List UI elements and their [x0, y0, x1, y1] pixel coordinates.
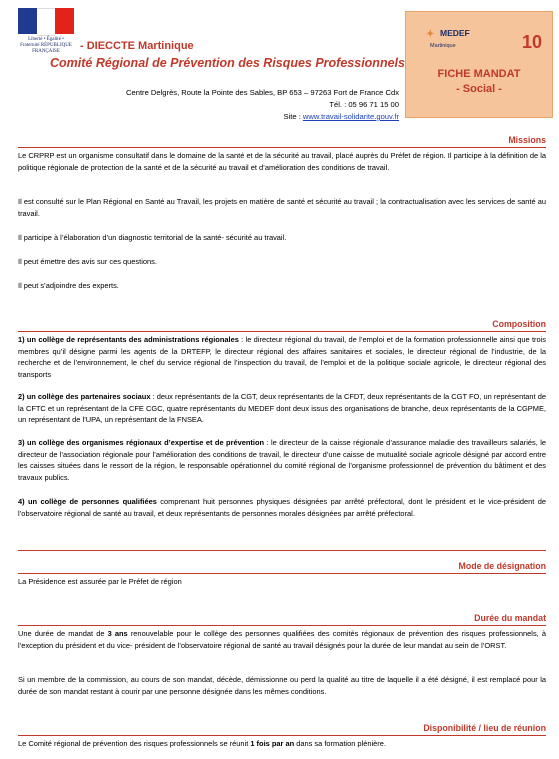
composition-divider [18, 550, 546, 551]
republique-francaise-logo [18, 8, 74, 54]
dieccte-title: - DIECCTE Martinique [80, 40, 194, 52]
missions-paragraph-5: Il peut s’adjoindre des experts. [18, 281, 119, 290]
section-heading-composition: Composition [18, 319, 546, 332]
duree-paragraph-1: Une durée de mandat de 3 ans renouvelable pour le collège des personnes qualifiées des comités régionaux de prévention des risques professionnels, à l’exception du président et du vice- président de l’observatoire régional de santé au travail désignés pour la durée de leur mandat au sein de l’ORST. [18, 629, 546, 650]
composition-item-4: 4) un collège de personnes qualifiées comprenant huit personnes physiques désignées par arrêté préfectoral, dont le président et le vice-président de l’observatoire régional de santé au travail, et deux représentants de personnes morales désignées par arrêté préfectoral. [18, 497, 547, 518]
designation-paragraph: La Présidence est assurée par le Préfet de région [18, 577, 182, 586]
fiche-number: 10 [521, 32, 542, 52]
missions-paragraph-2: Il est consulté sur le Plan Régional en Santé au Travail, les projets en matière de santé et sécurité au travail ; la contractualisation avec les services de santé au travail. [18, 197, 546, 218]
section-heading-duree: Durée du mandat [18, 613, 546, 626]
website: Site : www.travail-solidarite.gouv.fr [283, 112, 399, 121]
french-flag-icon [18, 8, 74, 34]
fiche-mandat-box [405, 11, 553, 118]
duree-paragraph-2: Si un membre de la commission, au cours de son mandat, décède, démissionne ou perd la qualité au titre de laquelle il a été désigné, il est remplacé pour la durée de son mandat restant à courir par une personne désignée dans les mêmes conditions. [18, 675, 546, 696]
missions-paragraph-3: Il participe à l’élaboration d’un diagnostic territorial de la santé- sécurité au travail. [18, 233, 287, 242]
contact-block [126, 87, 399, 123]
logo-text: Liberté • Égalité • Fraternité RÉPUBLIQUE FRANÇAISE [20, 37, 72, 54]
website-link[interactable]: www.travail-solidarite.gouv.fr [302, 112, 399, 121]
section-heading-disponibilite: Disponibilité / lieu de réunion [18, 723, 546, 736]
fiche-title: FICHE MANDAT [437, 68, 521, 80]
composition-item-3: 3) un collège des organismes régionaux d’expertise et de prévention : le directeur de la caisse régionale d’assurance maladie des travailleurs salariés, le directeur de l’association régionale pour l’amélioration des conditions de travail, le directeur d’une caisse de mutualité sociale agricole désigné par accord entre les caisses situées dans le ressort de la région, le responsable opérationnel du comité régional de l’organisme professionnel de prévention du bâtiment et des travaux publics. [18, 438, 547, 482]
section-heading-missions: Missions [18, 135, 546, 148]
missions-paragraph-1: Le CRPRP est un organisme consultatif dans le domaine de la santé et de la sécurité au travail, placé auprès du Préfet de région. Il participe à la définition de la politique régionale de protection de la santé et de la sécurité au travail et d’amélioration des conditions de travail. [18, 151, 546, 172]
missions-paragraph-4: Il peut émettre des avis sur ces questions. [18, 257, 157, 266]
composition-item-1: 1) un collège de représentants des administrations régionales : le directeur régional du travail, de l’emploi et de la formation professionnelle ainsi que trois membres qu’il désigne parmi les agents de la DRTEFP, le directeur régional des affaires sanitaires et sociales, le directeur régional de l’industrie, de la recherche et de l’environnement, le chef du service régional de l’inspection du travail, de l’emploi et de la politique sociale agricole, le directeur régional des transports [18, 335, 546, 379]
fiche-subtitle: - Social - [456, 83, 502, 95]
committee-title: Comité Régional de Prévention des Risques Professionnels [50, 56, 405, 70]
medef-mark-icon: ✦ [426, 29, 435, 40]
section-heading-designation: Mode de désignation [18, 561, 546, 574]
disponibilite-paragraph: Le Comité régional de prévention des risques professionnels se réunit 1 fois par an dans sa formation plénière. [18, 739, 386, 748]
medef-logo: ✦ MEDEF Martinique [426, 28, 470, 49]
address: Centre Delgrès, Route la Pointe des Sables, BP 653 – 97263 Fort de France Cdx [126, 88, 399, 97]
composition-item-2: 2) un collège des partenaires sociaux : deux représentants de la CGT, deux représentants de la CFDT, deux représentants de la CGT FO, un représentant de la CFTC et un représentant de la CFE CGC, quatre représentants du MEDEF dont deux issus des organisations de branche, deux représentants de la CGPME, un représentant de l’UPA, un représentant de la FNSEA. [18, 392, 546, 425]
phone: Tél. : 05 96 71 15 00 [329, 100, 399, 109]
